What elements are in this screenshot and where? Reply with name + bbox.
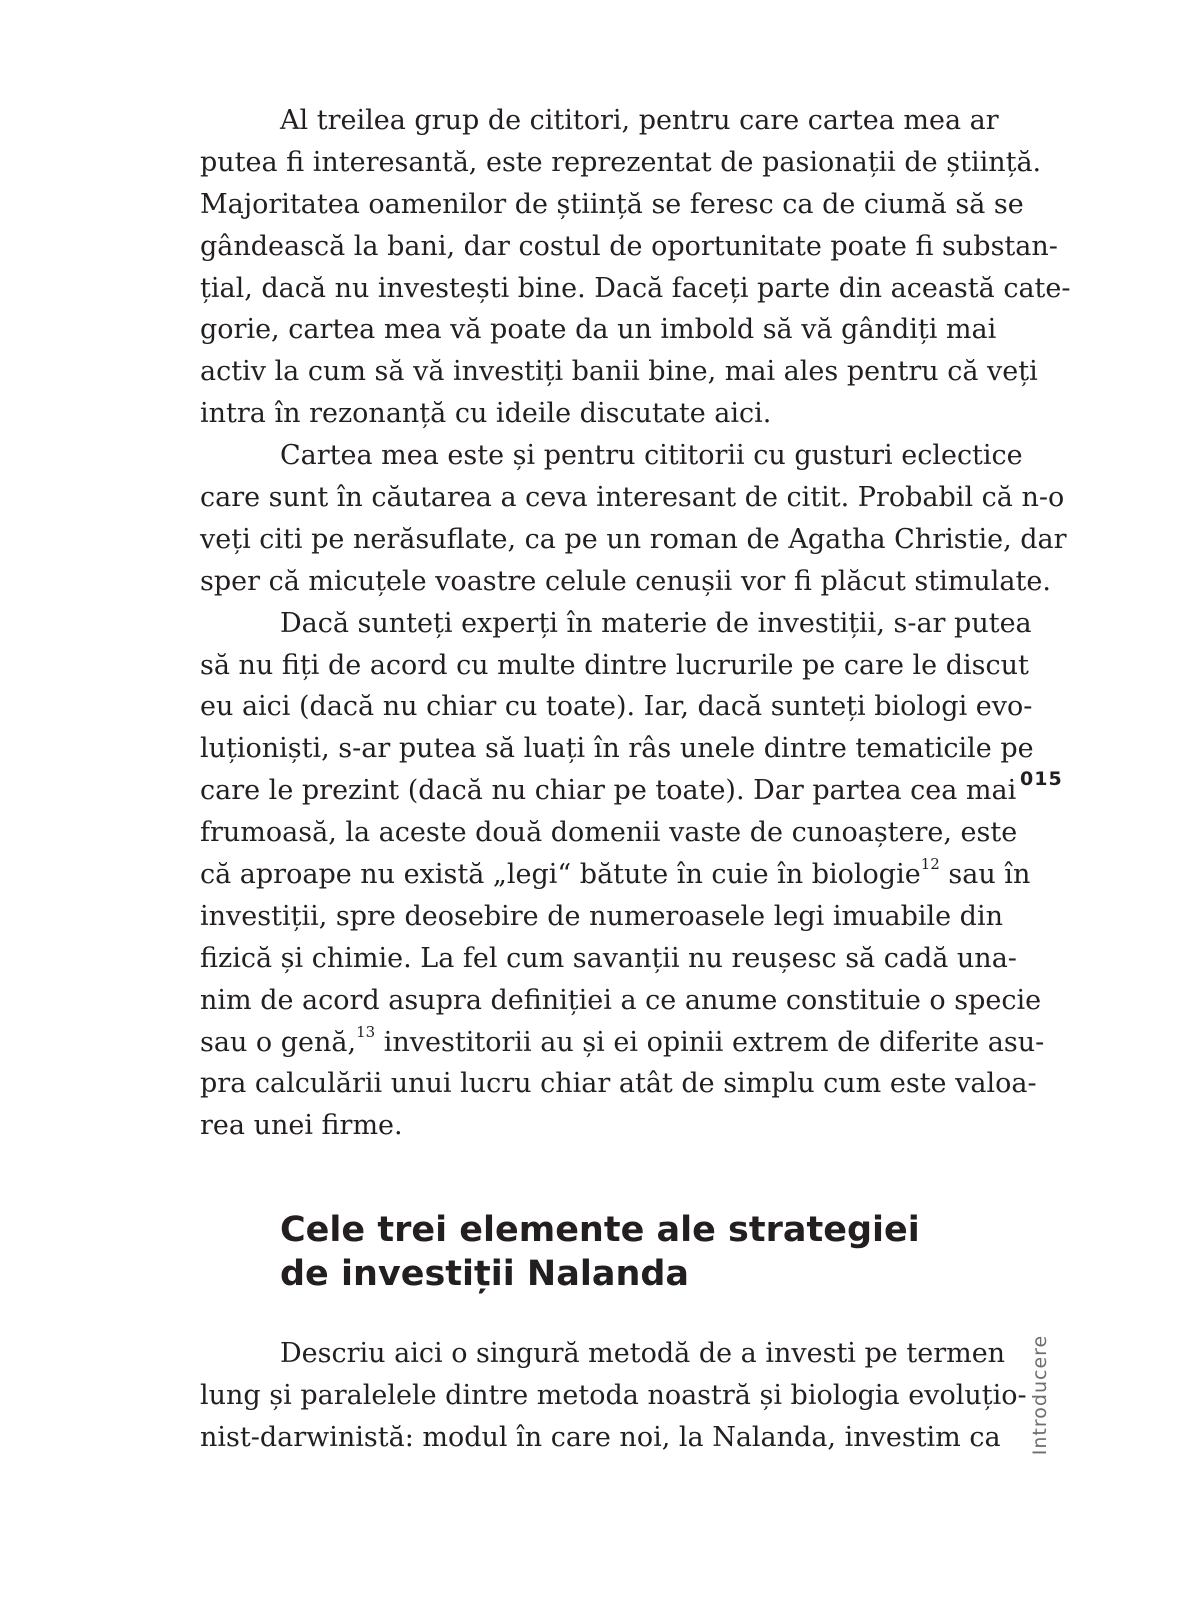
footnote-ref-12[interactable]: 12: [920, 855, 940, 874]
text-line: Descriu aici o singură metodă de a investi pe termen: [280, 1338, 1006, 1369]
section-body-lines: [200, 1333, 1027, 1459]
text-line: nist-darwinistă: modul în care noi, la Nalanda, investim ca: [200, 1421, 1001, 1453]
text-line: Cartea mea este și pentru cititorii cu gusturi eclectice: [280, 440, 1023, 472]
body-line-with-footnote-12: că aproape nu există „legi“ bătute în cuie în biologie$^{12}$ sau în: [200, 855, 1031, 891]
body-line-with-footnote-13: sau o genă,$^{13}$ investitorii au și ei opinii extrem de diferite asu-: [200, 1022, 1045, 1058]
text-line: Al treilea grup de cititori, pentru care cartea mea ar: [280, 105, 999, 136]
text-line: Majoritatea oamenilor de știință se feresc ca de ciumă să se: [200, 188, 1024, 220]
text-line: să nu fiți de acord cu multe dintre lucrurile pe care le discut: [200, 649, 1029, 681]
text-line: gândească la bani, dar costul de oportunitate poate fi substan-: [200, 230, 1058, 262]
text-line: pra calculării unui lucru chiar atât de simplu cum este valoa-: [200, 1068, 1037, 1100]
text-line: rea unei firme.: [200, 1110, 403, 1142]
section-body-text: [200, 1333, 1027, 1459]
text-line: investiții, spre deosebire de numeroasele legi imuabile din: [200, 900, 1003, 932]
body-lines-part3: [200, 1063, 1037, 1147]
text-line: intra în rezonanță cu ideile discutate aici.: [200, 398, 772, 430]
text-line: putea fi interesantă, este reprezentat de pasionații de știință.: [200, 146, 1042, 178]
text-line: eu aici (dacă nu chiar cu toate). Iar, dacă sunteți biologi evo-: [200, 691, 1033, 723]
text-line: lung și paralelele dintre metoda noastră și biologia evoluțio-: [200, 1379, 1027, 1411]
body-lines-part2: [200, 896, 1042, 1022]
text-line: sper că micuțele voastre celule cenușii vor fi plăcut stimulate.: [200, 565, 1051, 597]
text-line: care sunt în căutarea a ceva interesant de citit. Probabil că n-o: [200, 482, 1065, 514]
text-line: nim de acord asupra definiției a ce anume constituie o specie: [200, 984, 1042, 1016]
running-head: Introducere: [1029, 1334, 1051, 1456]
text-line: frumoasă, la aceste două domenii vaste de cunoaștere, este: [200, 817, 1018, 849]
section-heading: [280, 1208, 980, 1296]
section-heading-line-1: Cele trei elemente ale strategiei: [280, 1210, 920, 1250]
text-line: care le prezint (dacă nu chiar pe toate). Dar partea cea mai: [200, 775, 1017, 807]
section-heading-line-2: de investiții Nalanda: [280, 1254, 690, 1294]
text-line: luționiști, s-ar putea să luați în râs unele dintre tematicile pe: [200, 733, 1034, 765]
text-line: Dacă sunteți experți în materie de investiții, s-ar putea: [280, 607, 1032, 639]
text-line: activ la cum să vă investiți banii bine, mai ales pentru că veți: [200, 356, 1038, 388]
text-line: fizică și chimie. La fel cum savanții nu reușesc să cadă una-: [200, 942, 1017, 974]
footnote-ref-13[interactable]: 13: [356, 1022, 376, 1041]
text-line: veți citi pe nerăsuflate, ca pe un roman de Agatha Christie, dar: [200, 523, 1067, 555]
text-line: țial, dacă nu investești bine. Dacă faceți parte din această cate-: [200, 272, 1071, 304]
text-line: gorie, cartea mea vă poate da un imbold să vă gândiți mai: [200, 314, 997, 346]
page-number: 015: [1020, 768, 1063, 790]
